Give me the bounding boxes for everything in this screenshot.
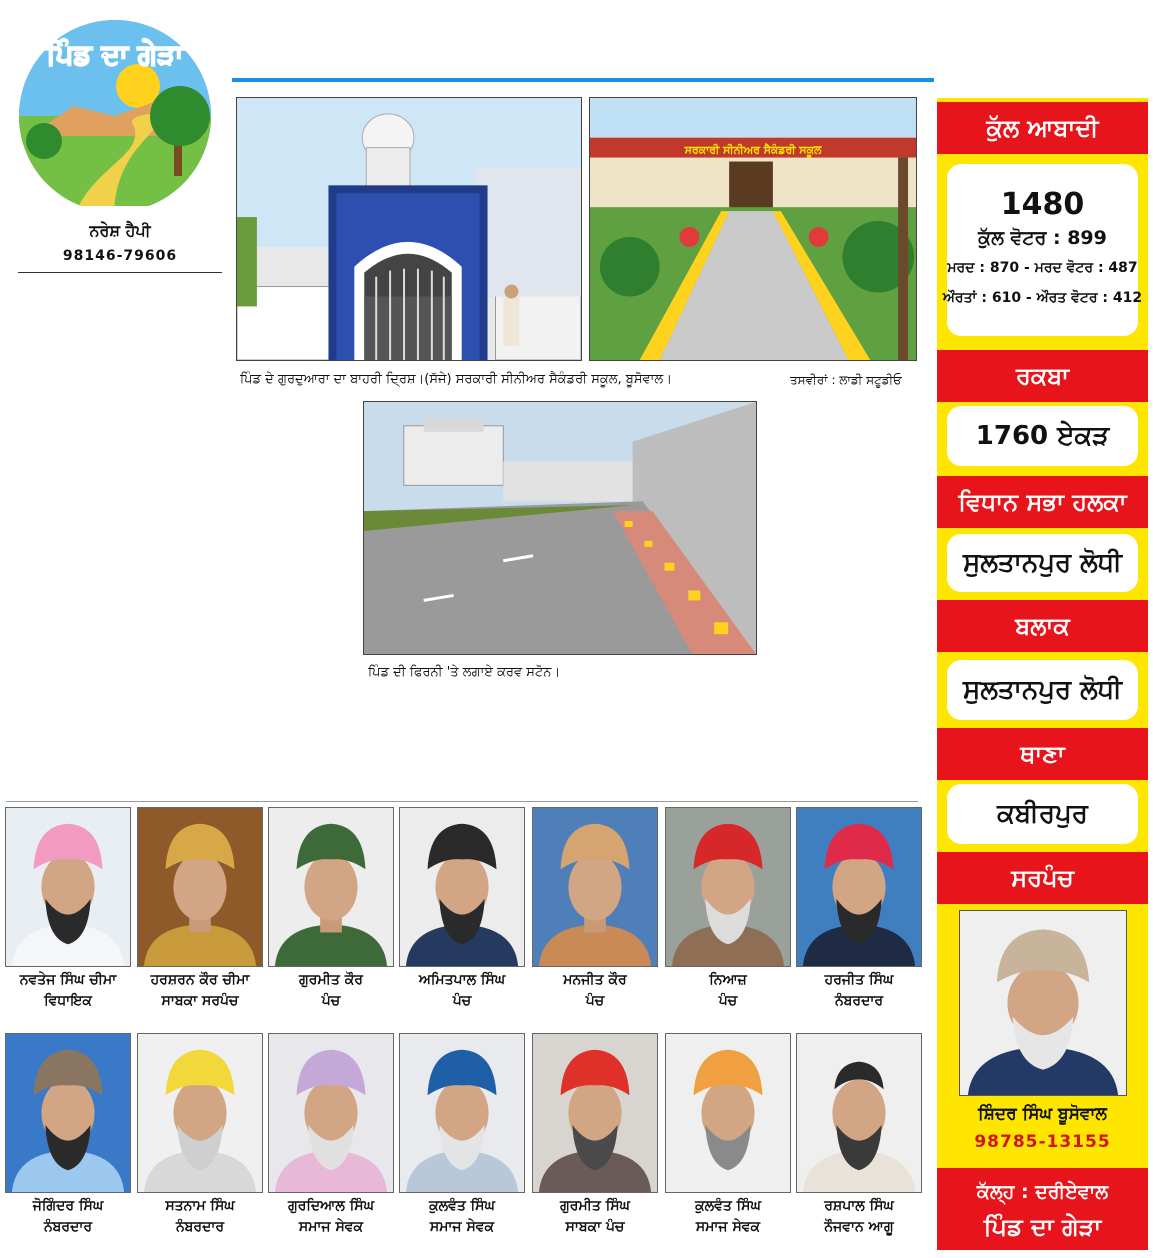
person-role: ਸਾਬਕਾ ਸਰਪੰਚ	[161, 993, 239, 1009]
person-role: ਵਿਧਾਇਕ	[44, 993, 92, 1009]
sarpanch-phone: 98785-13155	[974, 1132, 1111, 1152]
masthead-logo	[4, 6, 226, 206]
svg-text:ਸਰਕਾਰੀ ਸੀਨੀਅਰ ਸੈਕੰਡਰੀ ਸਕੂਲ: ਸਰਕਾਰੀ ਸੀਨੀਅਰ ਸੈਕੰਡਰੀ ਸਕੂਲ	[684, 143, 822, 157]
person-card	[796, 1033, 922, 1237]
female-stats: ਔਰਤਾਂ : 610 - ਔਰਤ ਵੋਟਰ : 412	[942, 290, 1143, 306]
top-rule	[232, 78, 934, 82]
person-name: ਜੋਗਿੰਦਰ ਸਿੰਘ	[32, 1198, 104, 1214]
person-card	[796, 807, 922, 1011]
person-name: ਨਿਆਜ਼	[709, 972, 747, 988]
person-role: ਨੌਜਵਾਨ ਆਗੂ	[824, 1219, 894, 1235]
person-name: ਮਨਜੀਤ ਕੌਰ	[563, 972, 627, 988]
reporter-credit	[18, 218, 222, 273]
person-role: ਪੰਚ	[452, 993, 472, 1009]
person-role: ਨੰਬਰਦਾਰ	[834, 993, 884, 1009]
population-value: 1480	[1000, 187, 1085, 222]
person-role: ਪੰਚ	[585, 993, 605, 1009]
person-name: ਗੁਰਮੀਤ ਕੌਰ	[299, 972, 363, 988]
constituency-box	[947, 534, 1138, 592]
person-photo	[137, 807, 263, 967]
police-value: ਕਬੀਰਪੁਰ	[997, 798, 1088, 829]
person-card	[399, 807, 525, 1011]
person-photo	[532, 807, 658, 967]
person-card	[665, 1033, 791, 1237]
reporter-phone: 98146-79606	[18, 244, 222, 273]
constituency-heading: ਵਿਧਾਨ ਸਭਾ ਹਲਕਾ	[937, 476, 1148, 528]
person-card	[532, 807, 658, 1011]
next-village-box	[937, 1168, 1148, 1250]
constituency-value: ਸੁਲਤਾਨਪੁਰ ਲੋਧੀ	[963, 547, 1122, 578]
person-name: ਅਮਿਤਪਾਲ ਸਿੰਘ	[418, 972, 506, 988]
next-village-line: ਕੱਲ੍ਹ : ਦਰੀਏਵਾਲ	[976, 1181, 1109, 1203]
person-card	[137, 1033, 263, 1237]
person-card	[399, 1033, 525, 1237]
person-role: ਨੰਬਰਦਾਰ	[175, 1219, 225, 1235]
person-card	[532, 1033, 658, 1237]
person-role: ਪੰਚ	[718, 993, 738, 1009]
photo-caption	[240, 371, 672, 389]
total-voters: ਕੁੱਲ ਵੋਟਰ : 899	[978, 227, 1107, 249]
area-box	[947, 406, 1138, 466]
person-card	[268, 1033, 394, 1237]
person-role: ਪੰਚ	[321, 993, 341, 1009]
person-card	[5, 807, 131, 1011]
person-role: ਸਮਾਜ ਸੇਵਕ	[695, 1219, 761, 1235]
person-photo	[268, 807, 394, 967]
person-card	[5, 1033, 131, 1237]
male-stats: ਮਰਦ : 870 - ਮਰਦ ਵੋਟਰ : 487	[947, 260, 1138, 276]
person-photo	[796, 1033, 922, 1193]
person-name: ਨਵਤੇਜ ਸਿੰਘ ਚੀਮਾ	[19, 972, 117, 988]
sarpanch-photo	[959, 910, 1127, 1096]
person-photo	[796, 807, 922, 967]
block-box	[947, 660, 1138, 720]
sarpanch-name: ਸ਼ਿੰਦਰ ਸਿੰਘ ਬੂਸੋਵਾਲ	[978, 1104, 1107, 1124]
person-role: ਨੰਬਰਦਾਰ	[43, 1219, 93, 1235]
person-card	[268, 807, 394, 1011]
area-value: 1760 ਏਕੜ	[975, 420, 1110, 451]
person-role: ਸਮਾਜ ਸੇਵਕ	[298, 1219, 364, 1235]
person-card	[137, 807, 263, 1011]
road-photo	[363, 401, 757, 655]
block-heading: ਬਲਾਕ	[937, 600, 1148, 652]
reporter-name: ਨਰੇਸ਼ ਹੈਪੀ	[89, 221, 151, 240]
person-name: ਹਰਜੀਤ ਸਿੰਘ	[824, 972, 894, 988]
person-name: ਗੁਰਦਿਆਲ ਸਿੰਘ	[287, 1198, 375, 1214]
person-name: ਕੁਲਵੰਤ ਸਿੰਘ	[695, 1198, 761, 1214]
caption-road: ਪਿੰਡ ਦੀ ਫਿਰਨੀ 'ਤੇ ਲਗਾਏ ਕਰਵ ਸਟੋਨ।	[368, 665, 561, 680]
person-photo	[665, 1033, 791, 1193]
person-name: ਗੁਰਮੀਤ ਸਿੰਘ	[560, 1198, 630, 1214]
road-caption	[368, 664, 560, 682]
person-photo	[5, 807, 131, 967]
person-card	[665, 807, 791, 1011]
person-name: ਕੁਲਵੰਤ ਸਿੰਘ	[429, 1198, 495, 1214]
person-role: ਸਾਬਕਾ ਪੰਚ	[565, 1219, 625, 1235]
next-series-title: ਪਿੰਡ ਦਾ ਗੇੜਾ	[983, 1213, 1102, 1241]
photo-credit	[790, 371, 902, 389]
person-photo	[137, 1033, 263, 1193]
person-photo	[268, 1033, 394, 1193]
police-heading: ਥਾਣਾ	[937, 728, 1148, 780]
gurdwara-photo	[236, 97, 582, 361]
population-box	[942, 164, 1143, 336]
person-role: ਸਮਾਜ ਸੇਵਕ	[429, 1219, 495, 1235]
person-name: ਸਤਨਾਮ ਸਿੰਘ	[165, 1198, 235, 1214]
faded-text-strip	[30, 780, 230, 794]
gallery-rule	[6, 801, 918, 802]
caption-main: ਪਿੰਡ ਦੇ ਗੁਰਦੁਆਰਾ ਦਾ ਬਾਹਰੀ ਦ੍ਰਿਸ਼।(ਸੱਜੇ) ਸਰਕਾਰੀ ਸੀਨੀਅਰ ਸੈਕੰਡਰੀ ਸਕੂਲ, ਬੂਸੋਵਾਲ।	[240, 372, 672, 387]
village-facts-sidebar	[937, 98, 1148, 1250]
block-value: ਸੁਲਤਾਨਪੁਰ ਲੋਧੀ	[963, 674, 1122, 705]
school-photo	[589, 97, 917, 361]
person-photo	[5, 1033, 131, 1193]
sarpanch-heading: ਸਰਪੰਚ	[937, 852, 1148, 904]
credit-text: ਤਸਵੀਰਾਂ : ਲਾਡੀ ਸਟੂਡੀਓ	[790, 373, 902, 387]
person-name: ਰਸ਼ਪਾਲ ਸਿੰਘ	[824, 1198, 894, 1214]
person-photo	[665, 807, 791, 967]
svg-text:ਪਿੰਡ ਦਾ ਗੇੜਾ: ਪਿੰਡ ਦਾ ਗੇੜਾ	[46, 38, 184, 71]
person-photo	[399, 1033, 525, 1193]
person-photo	[399, 807, 525, 967]
area-heading: ਰਕਬਾ	[937, 350, 1148, 402]
police-box	[947, 784, 1138, 844]
person-photo	[532, 1033, 658, 1193]
person-name: ਹਰਸ਼ਰਨ ਕੌਰ ਚੀਮਾ	[150, 972, 250, 988]
population-heading: ਕੁੱਲ ਆਬਾਦੀ	[937, 102, 1148, 154]
